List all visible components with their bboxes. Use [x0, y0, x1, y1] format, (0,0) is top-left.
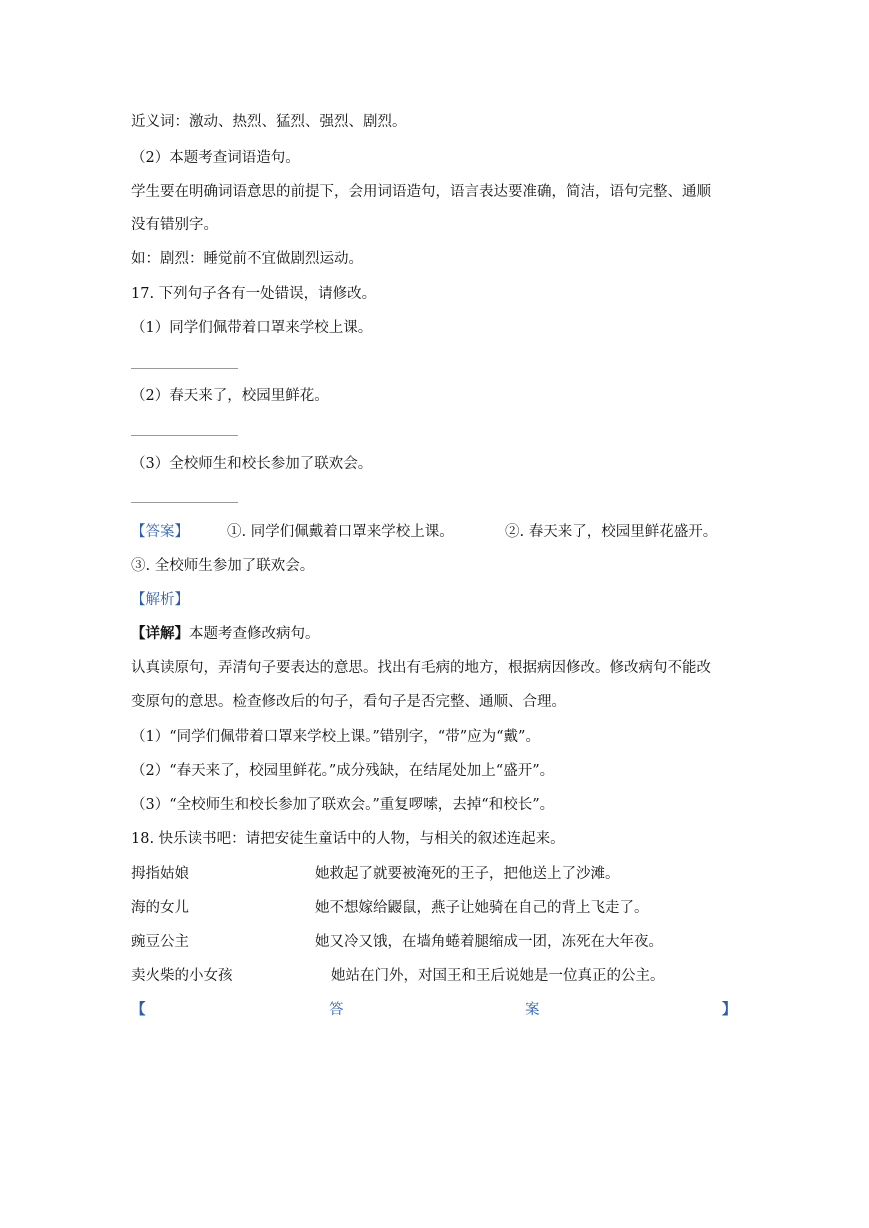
answer-char: 案	[525, 1002, 540, 1018]
question-16-part2-heading: （2）本题考查词语造句。	[131, 150, 300, 166]
character-description: 她救起了就要被淹死的王子，把他送上了沙滩。	[315, 866, 620, 882]
answer-item: ③. 全校师生参加了联欢会。	[131, 558, 315, 574]
answer-bracket-open: 【	[131, 1001, 146, 1018]
correction-note: （2）“春天来了，校园里鲜花。”成分残缺，在结尾处加上“盛开”。	[131, 763, 555, 779]
analysis-label: 【解析】	[131, 592, 189, 608]
question-17-item: （3）全校师生和校长参加了联欢会。	[131, 456, 373, 472]
answer-blank	[131, 368, 238, 369]
character-name: 拇指姑娘	[131, 866, 189, 882]
explanation-line: 学生要在明确词语意思的前提下，会用词语造句，语言表达要准确，简洁，语句完整、通顺	[131, 184, 711, 200]
explanation-line: 没有错别字。	[131, 217, 218, 233]
answer-item: ①. 同学们佩戴着口罩来学校上课。	[227, 524, 454, 540]
answer-blank	[131, 502, 238, 503]
answer-bracket-close: 】	[722, 1001, 737, 1018]
correction-note: （1）“同学们佩带着口罩来学校上课。”错别字，“带”应为“戴”。	[131, 729, 540, 745]
detail-label: 【详解】	[131, 625, 189, 642]
question-17-title: 17. 下列句子各有一处错误，请修改。	[131, 286, 377, 302]
answer-char: 答	[329, 1002, 344, 1018]
answer-item: ②. 春天来了，校园里鲜花盛开。	[505, 524, 718, 540]
character-description: 她又冷又饿，在墙角蜷着腿缩成一团，冻死在大年夜。	[315, 934, 663, 950]
question-17-item: （1）同学们佩带着口罩来学校上课。	[131, 320, 373, 336]
detail-line	[131, 624, 320, 644]
example-line: 如：剧烈：睡觉前不宜做剧烈运动。	[131, 251, 363, 267]
synonyms-line: 近义词：激动、热烈、猛烈、强烈、剧烈。	[131, 114, 407, 130]
detail-text: 本题考查修改病句。	[189, 626, 320, 642]
explanation-line: 认真读原句，弄清句子要表达的意思。找出有毛病的地方，根据病因修改。修改病句不能改	[131, 660, 711, 676]
question-17-item: （2）春天来了，校园里鲜花。	[131, 388, 329, 404]
character-name: 豌豆公主	[131, 934, 189, 950]
correction-note: （3）“全校师生和校长参加了联欢会。”重复啰嗦，去掉“和校长”。	[131, 797, 555, 813]
character-description: 她站在门外，对国王和王后说她是一位真正的公主。	[331, 968, 665, 984]
explanation-line: 变原句的意思。检查修改后的句子，看句子是否完整、通顺、合理。	[131, 694, 566, 710]
character-name: 卖火柴的小女孩	[131, 968, 233, 984]
character-name: 海的女儿	[131, 900, 189, 916]
answer-label: 【答案】	[131, 524, 189, 540]
question-18-title: 18. 快乐读书吧：请把安徒生童话中的人物，与相关的叙述连起来。	[131, 831, 565, 847]
character-description: 她不想嫁给鼹鼠，燕子让她骑在自己的背上飞走了。	[315, 900, 649, 916]
answer-blank	[131, 435, 238, 436]
